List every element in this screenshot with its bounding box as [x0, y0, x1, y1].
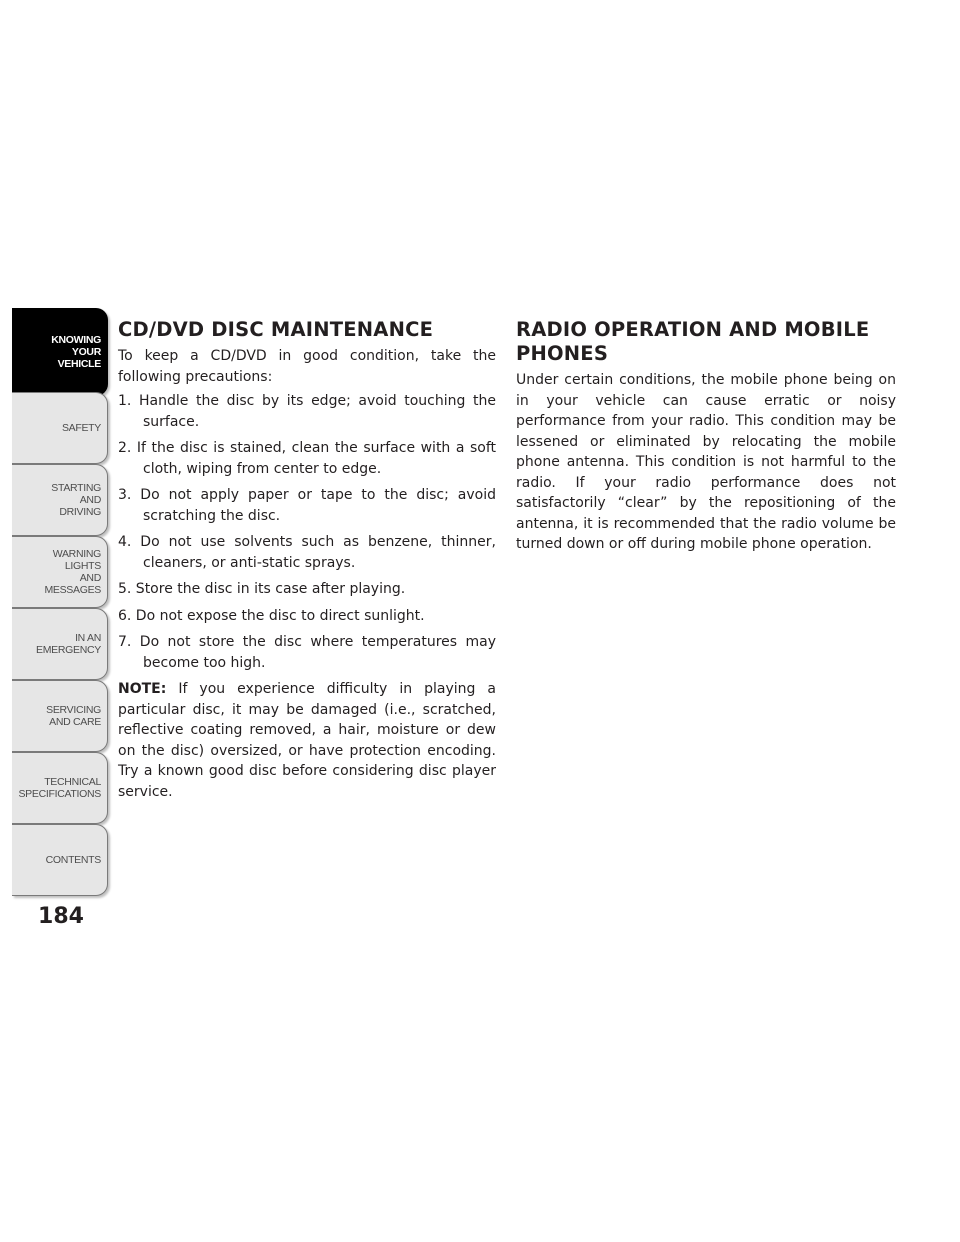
tab-label: SERVICING AND CARE	[46, 704, 101, 728]
note-paragraph	[118, 679, 496, 802]
body-paragraph: Under certain conditions, the mobile phone being on in your vehicle can cause erratic or noisy performance from your radio. This condition may be lessened or eliminated by relocating the mobile phone antenna. This condition is not harmful to the radio. If your radio performance does not satisfactorily “clear” by the repositioning of the antenna, it is recommended that the radio volume be turned down or off during mobile phone operation.	[516, 372, 896, 552]
disc-maintenance-section	[118, 318, 496, 802]
list-item: 6. Do not expose the disc to direct sunlight.	[118, 607, 425, 624]
tab-label: KNOWING YOUR VEHICLE	[51, 334, 101, 370]
tab-contents[interactable]	[12, 824, 108, 896]
tab-in-an-emergency[interactable]	[12, 608, 108, 680]
tab-label: TECHNICAL SPECIFICATIONS	[18, 776, 101, 800]
list-item: 4. Do not use solvents such as benzene, thinner, cleaners, or anti-static sprays.	[118, 534, 496, 571]
tab-safety[interactable]	[12, 392, 108, 464]
list-item: 7. Do not store the disc where temperatures may become too high.	[118, 634, 496, 671]
note-text: If you experience difficulty in playing a particular disc, it may be damaged (i.e., scratched, reflective coating removed, a hair, moisture or dew on the disc) oversized, or have protection encoding. Try a known good disc before considering disc player service.	[118, 681, 496, 800]
tab-technical-specifications[interactable]	[12, 752, 108, 824]
tab-warning-lights-and-messages[interactable]	[12, 536, 108, 608]
tab-servicing-and-care[interactable]	[12, 680, 108, 752]
tab-label: IN AN EMERGENCY	[36, 632, 101, 656]
precautions-list	[118, 391, 496, 673]
section-heading: RADIO OPERATION AND MOBILE PHONES	[516, 318, 870, 365]
radio-mobile-phone-section	[516, 318, 896, 555]
page-number: 184	[38, 904, 84, 929]
tab-label: WARNING LIGHTS AND MESSAGES	[44, 548, 101, 596]
note-label: NOTE:	[118, 681, 167, 697]
list-item: 5. Store the disc in its case after playing.	[118, 581, 406, 597]
tab-label: CONTENTS	[45, 854, 101, 866]
section-heading: CD/DVD DISC MAINTENANCE	[118, 318, 434, 341]
intro-paragraph: To keep a CD/DVD in good condition, take the following precautions:	[118, 348, 496, 385]
list-item: 1. Handle the disc by its edge; avoid touching the surface.	[118, 393, 496, 430]
tab-label: SAFETY	[61, 422, 101, 434]
list-item: 3. Do not apply paper or tape to the disc; avoid scratching the disc.	[118, 487, 496, 524]
tab-starting-and-driving[interactable]	[12, 464, 108, 536]
tab-knowing-your-vehicle[interactable]	[12, 308, 108, 396]
tab-label: STARTING AND DRIVING	[51, 482, 101, 518]
list-item: 2. If the disc is stained, clean the surface with a soft cloth, wiping from center to edge.	[118, 440, 496, 477]
